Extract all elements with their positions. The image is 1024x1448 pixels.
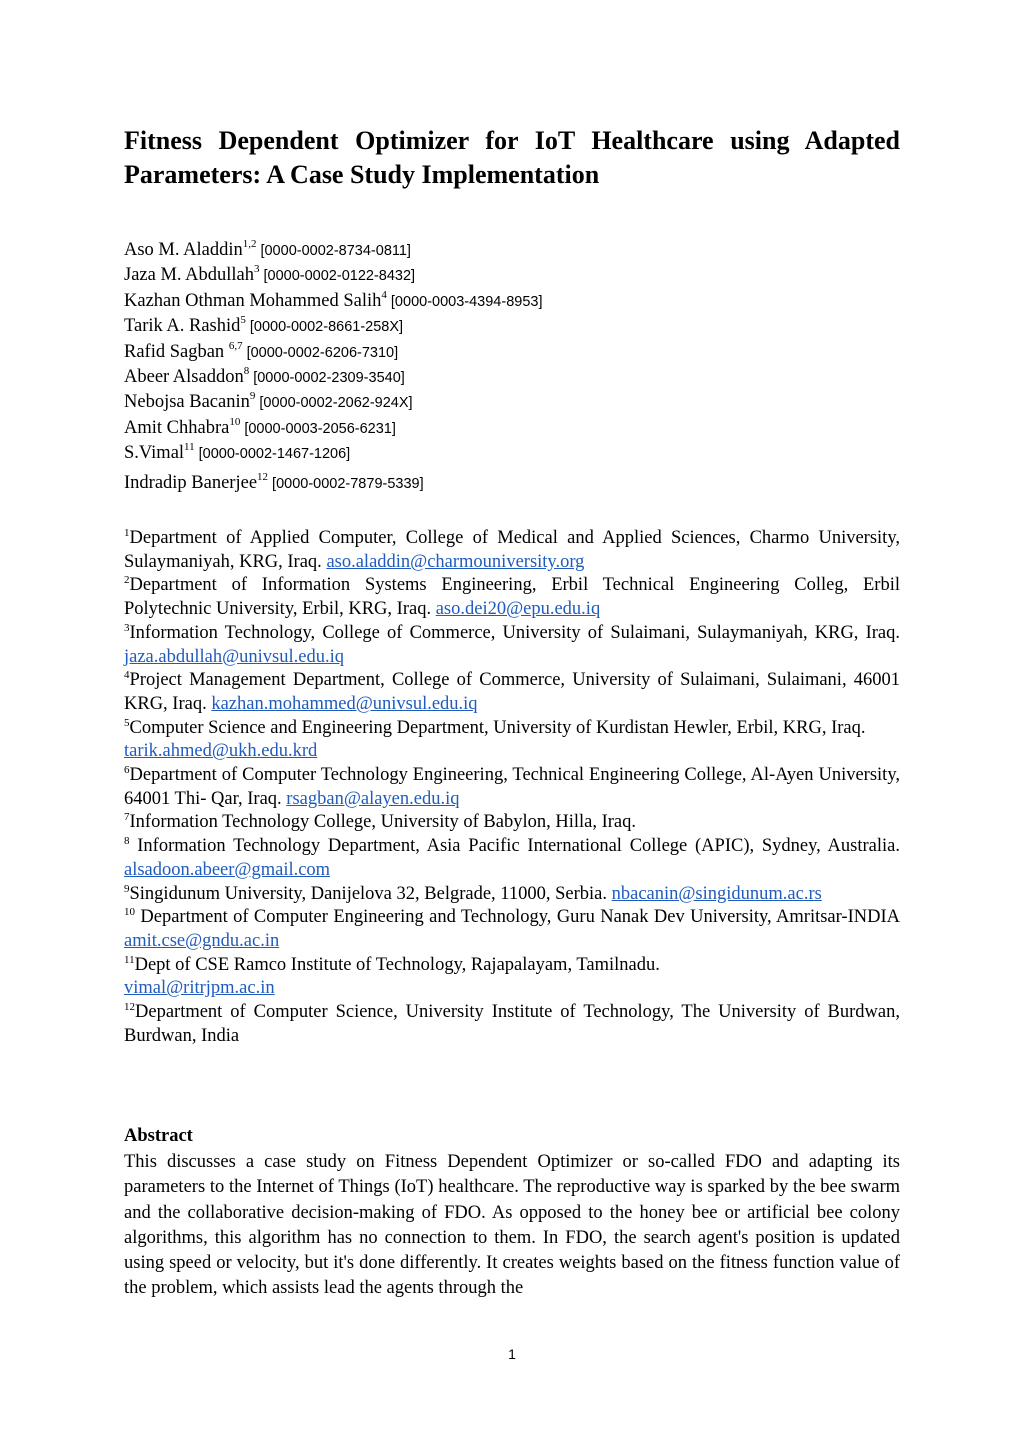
author-entry — [124, 471, 900, 496]
affiliation-marker: 6 — [124, 764, 130, 777]
author-orcid: [0000-0003-2056-6231] — [244, 420, 396, 437]
author-list — [124, 238, 900, 496]
affiliation-marker: 1 — [124, 527, 130, 539]
affiliation-marker: 11 — [124, 953, 135, 966]
affiliation-email-link[interactable]: alsadoon.abeer@gmail.com — [124, 859, 331, 880]
affiliation-text: Department of Computer Engineering and Technology, Guru Nanak Dev University, Amritsar-INDIA — [135, 907, 900, 928]
affiliation-entry — [124, 574, 900, 621]
author-name: Kazhan Othman Mohammed Salih — [124, 290, 382, 311]
affiliation-text: Dept of CSE Ramco Institute of Technology, Rajapalayam, Tamilnadu. — [134, 954, 660, 975]
affiliation-entry — [124, 717, 900, 764]
author-orcid: [0000-0002-7879-5339] — [272, 475, 424, 492]
author-name: Tarik A. Rashid — [124, 316, 241, 337]
author-affiliation-marker: 6,7 — [228, 339, 243, 352]
affiliation-email-link[interactable]: jaza.abdullah@univsul.edu.iq — [124, 646, 344, 667]
author-affiliation-marker: 5 — [240, 314, 246, 327]
affiliation-entry — [124, 906, 900, 953]
affiliation-text: Computer Science and Engineering Department, University of Kurdistan Hewler, Erbil, KRG, Iraq. — [129, 717, 866, 738]
author-entry — [124, 441, 900, 466]
affiliation-marker: 10 — [124, 906, 135, 919]
affiliation-text: Information Technology Department, Asia Pacific International College (APIC), Sydney, Australia. — [129, 836, 900, 857]
page-number: 1 — [508, 1346, 516, 1362]
affiliation-entry — [124, 811, 900, 835]
affiliation-marker: 7 — [124, 811, 130, 824]
author-affiliation-marker: 11 — [184, 441, 195, 454]
affiliation-text: Project Management Department, College of Commerce, University of Sulaimani, Sulaimani, 46001 KRG, Iraq. — [124, 670, 900, 714]
affiliation-entry — [124, 835, 900, 882]
affiliation-email-link[interactable]: aso.dei20@epu.edu.iq — [435, 599, 601, 620]
affiliation-marker: 8 — [124, 835, 130, 848]
author-entry — [124, 238, 900, 263]
abstract-heading: Abstract — [124, 1126, 193, 1146]
author-name: Rafid Sagban — [124, 341, 229, 362]
author-orcid: [0000-0002-2309-3540] — [253, 370, 405, 387]
author-name: Aso M. Aladdin — [124, 240, 243, 260]
author-orcid: [0000-0003-4394-8953] — [390, 293, 543, 310]
author-name: S.Vimal — [124, 443, 185, 464]
affiliation-entry — [124, 764, 900, 811]
affiliation-entry — [124, 883, 900, 907]
affiliation-text: Department of Information Systems Engineering, Erbil Technical Engineering Colleg, Erbil Polytechnic University, Erbil, KRG, Iraq. — [124, 575, 900, 620]
affiliation-text: Singidunum University, Danijelova 32, Belgrade, 11000, Serbia. — [129, 883, 612, 904]
author-name: Abeer Alsaddon — [124, 367, 244, 388]
affiliation-email-link[interactable]: tarik.ahmed@ukh.edu.krd — [124, 741, 318, 762]
author-name: Indradip Banerjee — [124, 472, 258, 493]
affiliation-email-link[interactable]: amit.cse@gndu.ac.in — [124, 930, 280, 951]
author-entry — [124, 289, 900, 314]
author-name: Nebojsa Bacanin — [124, 392, 250, 413]
affiliation-text: Department of Computer Science, University Institute of Technology, The University of Burdwan, Burdwan, India — [124, 1002, 900, 1046]
affiliation-email-link[interactable]: rsagban@alayen.edu.iq — [286, 788, 460, 809]
author-affiliation-marker: 8 — [243, 365, 250, 378]
affiliation-entry — [124, 622, 900, 669]
author-entry — [124, 314, 900, 339]
affiliation-email-link[interactable]: kazhan.mohammed@univsul.edu.iq — [211, 693, 478, 714]
paper-title: Fitness Dependent Optimizer for IoT Healthcare using Adapted Parameters: A Case Study Implementation — [124, 126, 900, 189]
author-orcid: [0000-0002-6206-7310] — [246, 344, 399, 361]
author-affiliation-marker: 12 — [257, 470, 269, 483]
affiliation-marker: 3 — [124, 621, 130, 634]
affiliation-marker: 2 — [124, 574, 130, 587]
author-affiliation-marker: 1,2 — [242, 238, 257, 250]
author-entry — [124, 340, 900, 365]
affiliation-entry — [124, 1001, 900, 1048]
author-orcid: [0000-0002-8661-258X] — [249, 319, 404, 336]
author-name: Amit Chhabra — [124, 417, 230, 438]
author-name: Jaza M. Abdullah — [124, 265, 254, 286]
affiliation-list — [124, 527, 900, 1048]
author-orcid: [0000-0002-0122-8432] — [263, 268, 416, 285]
affiliation-entry — [124, 527, 900, 574]
affiliation-marker: 4 — [124, 669, 130, 682]
author-affiliation-marker: 9 — [249, 390, 256, 403]
author-affiliation-marker: 10 — [229, 415, 241, 428]
author-entry — [124, 390, 900, 415]
affiliation-email-link[interactable]: nbacanin@singidunum.ac.rs — [611, 883, 822, 904]
affiliation-entry — [124, 954, 900, 1001]
affiliation-text: Information Technology College, University of Babylon, Hilla, Iraq. — [129, 812, 636, 833]
affiliation-email-link[interactable]: aso.aladdin@charmouniversity.org — [326, 551, 585, 572]
author-entry — [124, 416, 900, 441]
author-entry — [124, 365, 900, 390]
author-orcid: [0000-0002-8734-0811] — [260, 243, 411, 259]
affiliation-marker: 5 — [124, 716, 130, 729]
affiliation-text: Department of Computer Technology Engineering, Technical Engineering College, Al-Ayen University, 64001 Thi- Qar, Iraq. — [124, 765, 900, 809]
affiliation-text: Department of Applied Computer, College of Medical and Applied Sciences, Charmo University, Sulaymaniyah, KRG, Iraq. — [124, 528, 900, 572]
author-affiliation-marker: 3 — [254, 263, 260, 276]
abstract-text: This discusses a case study on Fitness Dependent Optimizer or so-called FDO and adapting its parameters to the Internet of Things (IoT) healthcare. The reproductive way is sparked by the bee swarm and the collaborative decision-making of FDO. As opposed to the honey bee or artificial bee colony algorithms, this algorithm has no connection to them. In FDO, the search agent's position is updated using speed or velocity, but it's done differently. It creates weights based on the fitness function value of the problem, which assists lead the agents through the — [124, 1152, 900, 1299]
affiliation-marker: 9 — [124, 882, 130, 895]
affiliation-text: Information Technology, College of Commerce, University of Sulaimani, Sulaymaniyah, KRG, Iraq. — [129, 622, 900, 643]
author-affiliation-marker: 4 — [381, 288, 387, 301]
author-entry — [124, 263, 900, 288]
author-orcid: [0000-0002-2062-924X] — [259, 395, 413, 412]
affiliation-entry — [124, 669, 900, 716]
affiliation-marker: 12 — [124, 1001, 135, 1014]
author-orcid: [0000-0002-1467-1206] — [198, 446, 351, 463]
affiliation-email-link[interactable]: vimal@ritrjpm.ac.in — [124, 978, 275, 999]
